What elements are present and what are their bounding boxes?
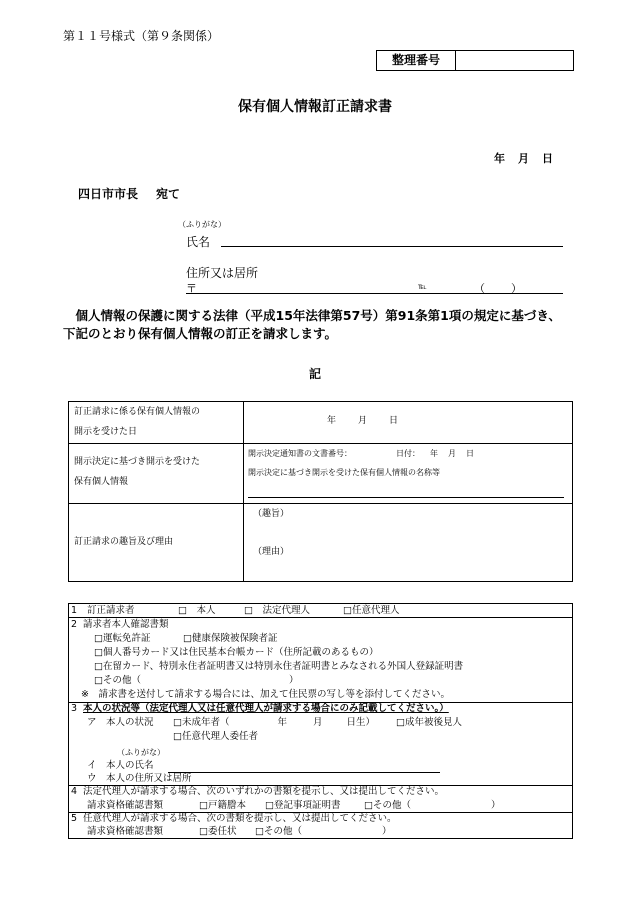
disclosure-year: 年 (327, 416, 337, 426)
request-statement-line-1: 個人情報の保護に関する法律（平成15年法律第57号）第91条第1項の規定に基づき、 (63, 308, 561, 323)
agent-other-checkbox[interactable] (255, 825, 392, 838)
minor-month: 月 (313, 717, 323, 728)
principal-address-label: ウ 本人の住所又は居所 (87, 773, 192, 784)
addressee-name: 四日市市長 (78, 187, 139, 201)
disclosure-date-label-2: 開示を受けた日 (74, 427, 138, 437)
reference-number-label: 整理番号 (377, 51, 456, 70)
id-other-checkbox[interactable] (94, 674, 299, 687)
id-other-close: ） (288, 675, 299, 686)
minor-label: □未成年者（ (173, 717, 230, 728)
section-4-label: 法定代理人が請求する場合、次のいずれかの書類を提示し、又は提出してください。 (83, 786, 445, 797)
reference-number-box (376, 50, 574, 71)
adult-ward-checkbox[interactable]: □成年被後見人 (396, 717, 462, 728)
legal-rep-other-close: ） (490, 800, 501, 811)
principal-name-label: イ 本人の氏名 (87, 760, 154, 771)
mail-request-note: ※ 請求書を送付して請求する場合には、加えて住民票の写し等を添付してください。 (81, 689, 450, 700)
principal-name-line[interactable] (168, 772, 440, 773)
agent-other-label: □その他（ (255, 826, 302, 837)
section-3-label: 本人の状況等（法定代理人又は任意代理人が請求する場合にのみ記載してください。） (83, 703, 449, 714)
requester-name-label: 氏名 (186, 235, 211, 249)
disclosed-info-name-label: 開示決定に基づき開示を受けた保有個人情報の名称等 (248, 468, 440, 477)
notice-day: 日 (466, 449, 474, 458)
health-insurance-checkbox[interactable]: □健康保険被保険者証 (183, 633, 278, 644)
registry-certificate-checkbox[interactable]: □登記事項証明書 (265, 800, 341, 811)
request-statement-line-2: 下記のとおり保有個人情報の訂正を請求します。 (63, 326, 338, 341)
requester-name-line[interactable] (221, 246, 563, 247)
section-5-label: 任意代理人が請求する場合、次の書類を提示し、又は提出してください。 (83, 813, 397, 824)
section-2-number: 2 (71, 619, 78, 630)
requester-self-checkbox[interactable]: □ 本人 (178, 605, 216, 616)
tel-label: ℡ (418, 282, 427, 291)
addressee-suffix: 宛て (156, 187, 181, 201)
legal-rep-other-checkbox[interactable] (364, 799, 501, 812)
disclosure-date-field[interactable] (327, 411, 398, 432)
requester-legal-rep-checkbox[interactable]: □ 法定代理人 (244, 605, 310, 616)
purpose-reason-label: 訂正請求の趣旨及び理由 (74, 537, 174, 547)
section-1-label: 訂正請求者 (87, 605, 135, 616)
requester-agent-checkbox[interactable]: □任意代理人 (343, 605, 400, 616)
notice-date-label: 日付： (396, 449, 420, 458)
section-4-number: 4 (71, 786, 78, 797)
requester-furigana-label: （ふりがな） (178, 220, 226, 229)
id-other-label: □その他（ (94, 675, 141, 686)
principal-status-label: ア 本人の状況 (87, 717, 154, 728)
addressee (78, 185, 180, 202)
disclosed-info-label-1: 開示決定に基づき開示を受けた (74, 457, 201, 467)
notice-doc-number-field[interactable] (248, 448, 474, 459)
requester-info-table (68, 603, 573, 839)
notice-year: 年 (430, 449, 438, 458)
request-details-table (68, 401, 573, 582)
requester-address-label: 住所又は居所 (186, 266, 259, 280)
minor-birth: 日生） (346, 717, 376, 728)
notice-doc-number-label: 開示決定通知書の文書番号： (248, 449, 352, 458)
minor-checkbox[interactable] (173, 716, 375, 729)
legal-rep-other-label: □その他（ (364, 800, 411, 811)
tel-close: ） (511, 282, 522, 295)
disclosure-month: 月 (358, 416, 368, 426)
legal-rep-doc-label: 請求資格確認書類 (87, 800, 164, 811)
reason-label[interactable]: （理由） (253, 547, 290, 557)
purpose-label[interactable]: （趣旨） (253, 509, 290, 519)
postal-mark: 〒 (186, 282, 197, 295)
minor-year: 年 (277, 717, 287, 728)
section-2-label: 請求者本人確認書類 (83, 619, 169, 630)
disclosure-day: 日 (389, 416, 399, 426)
agent-other-close: ） (381, 826, 392, 837)
disclosed-info-label-2: 保有個人情報 (74, 477, 129, 487)
section-3-number: 3 (71, 703, 78, 714)
disclosure-date-label-1: 訂正請求に係る保有個人情報の (74, 407, 201, 417)
request-date[interactable]: 年 月 日 (494, 152, 554, 165)
agent-doc-label: 請求資格確認書類 (87, 826, 164, 837)
section-5-number: 5 (71, 813, 78, 824)
reference-number-field[interactable] (456, 51, 573, 70)
principal-furigana-label: （ふりがな） (117, 748, 165, 757)
section-1-number: 1 (71, 605, 78, 616)
disclosed-info-name-line[interactable] (248, 497, 564, 498)
requester-address-line[interactable] (186, 293, 563, 294)
ki-heading: 記 (308, 367, 321, 381)
drivers-license-checkbox[interactable]: □運転免許証 (94, 633, 151, 644)
request-statement (63, 307, 561, 343)
form-number: 第１１号様式（第９条関係） (63, 29, 220, 43)
tel-open: （ (474, 282, 485, 295)
residence-card-checkbox[interactable]: □在留カード、特別永住者証明書又は特別永住者証明書とみなされる外国人登録証明書 (94, 661, 464, 672)
notice-month: 月 (448, 449, 456, 458)
power-of-attorney-checkbox[interactable]: □委任状 (199, 826, 237, 837)
agent-principal-checkbox[interactable]: □任意代理人委任者 (173, 731, 258, 742)
document-title: 保有個人情報訂正請求書 (238, 99, 392, 115)
family-register-checkbox[interactable]: □戸籍謄本 (199, 800, 246, 811)
my-number-card-checkbox[interactable]: □個人番号カード又は住民基本台帳カード（住所記載のあるもの） (94, 647, 379, 658)
